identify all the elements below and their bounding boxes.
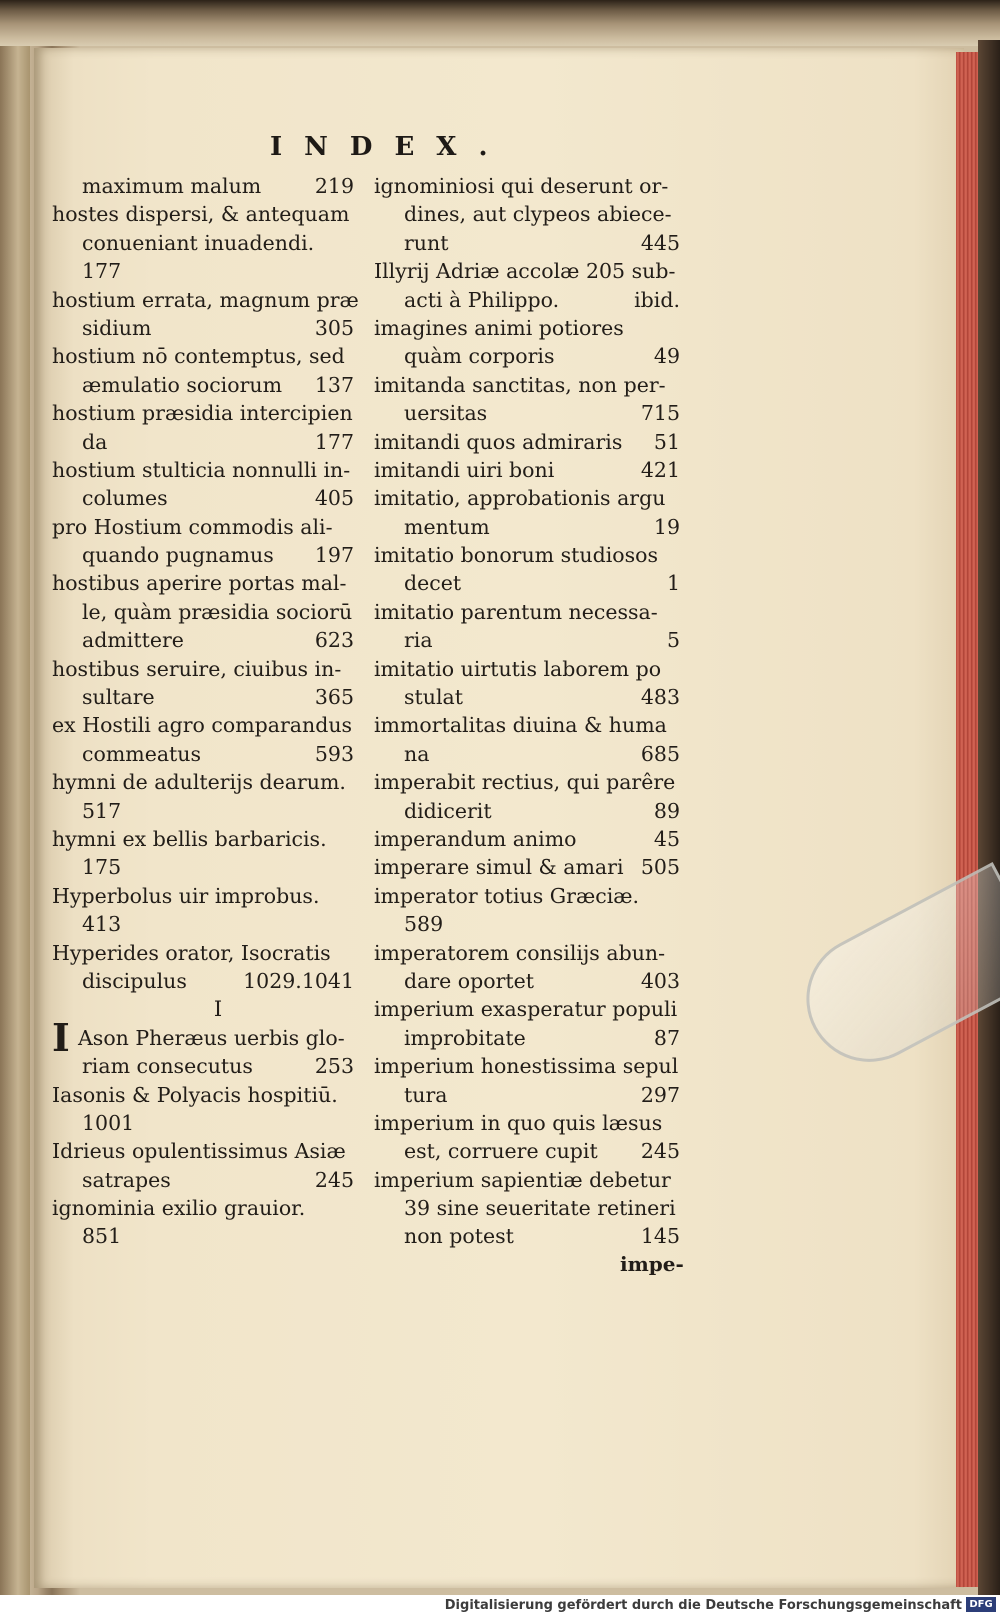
entry-text: imperandum animo [374,826,577,851]
index-entry-line [374,1137,690,1165]
facing-page-strip [0,46,30,1595]
index-entry-line [52,853,364,881]
index-entry-line [374,1081,690,1109]
red-page-edges [956,52,978,1587]
entry-text: Hyperbolus uir improbus. [52,883,320,908]
index-entry-line [374,399,690,427]
index-entry-line [52,1194,364,1222]
entry-text: pro Hostium commodis ali- [52,514,333,539]
entry-text: satrapes [82,1167,171,1192]
index-entry-line [52,257,364,285]
index-entry-line [374,257,690,285]
right-entries [374,172,690,1251]
entry-text: hostium præsidia intercipien [52,401,353,426]
entry-text: hostibus seruire, ciuibus in- [52,656,342,681]
index-entry-line [52,910,364,938]
entry-text: Hyperides orator, Isocratis [52,940,331,965]
dfg-logo: DFG [966,1597,996,1612]
page-reference: 49 [653,344,680,369]
page-reference: 403 [640,968,680,993]
page-reference: 505 [640,855,680,880]
page-reference: 623 [314,628,354,653]
entry-text: imitandi quos admiraris [374,429,623,454]
entry-text: didicerit [404,798,492,823]
index-entry-line [374,229,690,257]
index-entry-line [52,683,364,711]
index-entry-line [52,371,364,399]
index-entry-line [374,655,690,683]
index-entry-line [52,286,364,314]
index-entry-line [52,229,364,257]
entry-text: imperium in quo quis læsus [374,1110,663,1135]
index-entry-line [52,342,364,370]
entry-text: hymni de adulterijs dearum. [52,770,346,795]
entry-text: imagines animi potiores [374,315,624,340]
entry-text: mentum [404,514,490,539]
index-entry-line [52,484,364,512]
entry-text: runt [404,230,449,255]
page-reference: 1 [666,571,680,596]
entry-text: imitandi uiri boni [374,457,555,482]
entry-text: Ason Pheræus uerbis glo- [78,1025,345,1050]
index-entry-line [52,1166,364,1194]
entry-text: imitanda sanctitas, non per- [374,372,666,397]
entry-text: da [82,429,108,454]
index-entry-line [52,655,364,683]
index-entry-jason [52,1014,364,1060]
index-entry-line [52,711,364,739]
entry-text: Illyrij Adriæ accolæ 205 sub- [374,259,676,284]
entry-text: imperium sapientiæ debetur [374,1167,671,1192]
left-entries [52,172,364,995]
entry-text: commeatus [82,741,202,766]
index-entry-line [374,882,690,910]
index-entry-line [374,1052,690,1080]
page-reference: 89 [653,798,680,823]
entry-text: ignominia exilio grauior. [52,1196,306,1221]
index-entry-line [374,598,690,626]
page-reference: 219 [314,174,354,198]
entry-text: improbitate [404,1025,526,1050]
page-reference: 405 [314,486,354,511]
entry-text: dines, aut clypeos abiece- [404,202,672,227]
entry-text: Idrieus opulentissimus Asiæ [52,1139,346,1164]
index-entry-line [52,939,364,967]
entry-text: ex Hostili agro comparandus [52,713,353,738]
index-entry-line [52,967,364,995]
entry-text: riam consecutus [82,1054,253,1079]
page-reference: 245 [640,1139,680,1164]
index-entry-line [374,626,690,654]
index-entry-line [374,428,690,456]
entry-text: admittere [82,628,184,653]
index-entry-line [374,200,690,228]
entry-text: acti à Philippo. [404,287,560,312]
page-title: INDEX. [270,132,510,162]
book-top-edge [0,0,1000,46]
entry-text: decet [404,571,462,596]
right-column [374,172,690,1251]
index-entry-line [374,172,690,200]
index-entry-line [374,541,690,569]
index-entry-line [52,797,364,825]
index-entry-line [374,853,690,881]
page-reference: 297 [640,1082,680,1107]
index-entry-continuation [52,1052,364,1080]
left-entries-after [52,1081,364,1251]
index-entry-line [52,569,364,597]
index-entry-line [52,456,364,484]
entry-text: imperium honestissima sepul [374,1054,679,1079]
entry-text: immortalitas diuina & huma [374,713,667,738]
index-entry-line [374,513,690,541]
entry-text: uersitas [404,401,488,426]
entry-text: hostium errata, magnum præ [52,287,359,312]
index-entry-line [374,967,690,995]
index-entry-line [374,286,690,314]
page-reference: 137 [314,372,354,397]
entry-text: æmulatio sociorum [82,372,283,397]
page-reference: 365 [314,685,354,710]
entry-text: quando pugnamus [82,543,274,568]
index-entry-line [374,740,690,768]
entry-text: hostes dispersi, & antequam [52,202,350,227]
entry-text: 175 [82,855,122,880]
entry-text: le, quàm præsidia sociorū [82,599,353,624]
entry-text: imitatio parentum necessa- [374,599,658,624]
section-letter: I [213,997,223,1022]
entry-text: hostibus aperire portas mal- [52,571,347,596]
index-entry-line [52,1109,364,1137]
index-entry-line [374,342,690,370]
entry-text: imperare simul & amari [374,855,624,880]
index-entry-line [374,371,690,399]
entry-text: imperabit rectius, qui parêre [374,770,676,795]
book-cover-edge [978,40,1000,1595]
entry-text: sultare [82,685,155,710]
entry-text: imperatorem consilijs abun- [374,940,666,965]
page-reference: 145 [640,1224,680,1249]
entry-text: imitatio uirtutis laborem po [374,656,662,681]
page-reference: 593 [314,741,354,766]
index-entry-line [52,200,364,228]
index-entry-line [52,399,364,427]
drop-capital: I [52,1014,70,1060]
index-entry-line [374,1024,690,1052]
catchword: impe- [620,1252,684,1276]
index-entry-line [374,910,690,938]
entry-text: Iasonis & Polyacis hospitiū. [52,1082,338,1107]
entry-text: stulat [404,685,463,710]
entry-text: ria [404,628,433,653]
page-reference: 421 [640,457,680,482]
index-entry-line [374,314,690,342]
page-reference: 305 [314,315,354,340]
entry-text: imitatio bonorum studiosos [374,543,658,568]
page-reference: 1029.1041 [243,968,354,993]
index-entry-line [52,1137,364,1165]
entry-text: tura [404,1082,448,1107]
page-reference: 45 [653,826,680,851]
entry-text: 413 [82,912,122,937]
index-entry-line [52,1081,364,1109]
entry-text: discipulus [82,968,187,993]
page-reference: 245 [314,1167,354,1192]
index-entry-line [374,711,690,739]
page-reference: 715 [640,401,680,426]
index-entry-line [374,1194,690,1222]
entry-text: conueniant inuadendi. [82,230,315,255]
entry-text: imperator totius Græciæ. [374,883,640,908]
entry-text: est, corruere cupit [404,1139,598,1164]
page-reference: 5 [666,628,680,653]
page-reference: 177 [314,429,354,454]
entry-text: maximum malum [82,174,262,198]
entry-text: columes [82,486,168,511]
entry-text: 851 [82,1224,122,1249]
entry-text: 589 [404,912,444,937]
index-entry-line [374,1222,690,1250]
page-reference: 685 [640,741,680,766]
entry-text: dare oportet [404,968,535,993]
index-entry-line [374,768,690,796]
entry-text: non potest [404,1224,514,1249]
index-entry-line [52,825,364,853]
index-entry-line [52,626,364,654]
index-entry-line [52,513,364,541]
entry-text: imitatio, approbationis argu [374,486,666,511]
index-entry-line [374,825,690,853]
page-reference: 445 [640,230,680,255]
page-reference: 253 [314,1054,354,1079]
page-reference: 197 [314,543,354,568]
entry-text: ignominiosi qui deserunt or- [374,174,669,198]
index-entry-line [374,1166,690,1194]
index-entry-line [52,768,364,796]
entry-text: 517 [82,798,122,823]
index-entry-line [374,456,690,484]
index-entry-line [52,1222,364,1250]
index-entry-line [374,797,690,825]
page-reference: 19 [653,514,680,539]
left-column [52,172,364,1251]
index-entry-line [374,995,690,1023]
footer-credit: Digitalisierung gefördert durch die Deutsche Forschungsgemeinschaft [444,1598,962,1613]
index-entry-line [52,541,364,569]
entry-text: imperium exasperatur populi [374,997,678,1022]
page-reference: ibid. [634,287,680,312]
entry-text: 39 sine seueritate retineri [404,1196,676,1221]
entry-text: 177 [82,259,122,284]
page-reference: 483 [640,685,680,710]
entry-text: sidium [82,315,152,340]
index-entry-line [374,569,690,597]
entry-text: quàm corporis [404,344,555,369]
index-entry-line [374,939,690,967]
page-reference: 87 [653,1025,680,1050]
page-reference: 51 [653,429,680,454]
entry-text: hostium nō contemptus, sed [52,344,345,369]
index-entry-line [374,1109,690,1137]
index-entry-line [52,428,364,456]
index-entry-line [374,484,690,512]
index-entry-line [374,683,690,711]
entry-text: hymni ex bellis barbaricis. [52,826,327,851]
entry-text: hostium stulticia nonnulli in- [52,457,351,482]
entry-text: 1001 [82,1110,135,1135]
index-entry-line [52,740,364,768]
index-entry-line [52,598,364,626]
index-entry-line [52,172,364,200]
index-entry-line [52,314,364,342]
entry-text: na [404,741,430,766]
index-entry-line [52,882,364,910]
